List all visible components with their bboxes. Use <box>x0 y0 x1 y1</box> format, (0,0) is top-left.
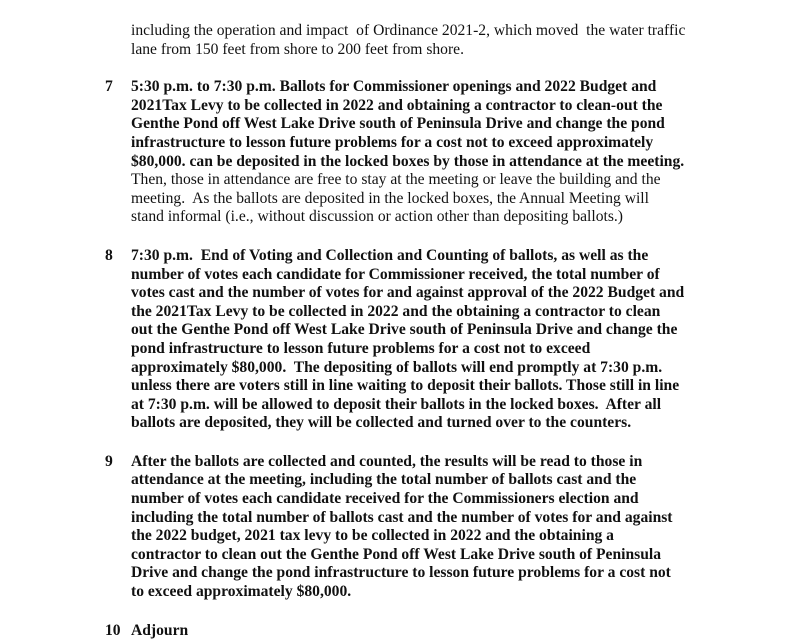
text-line: including the total number of ballots cast and the number of votes for and against <box>131 508 673 526</box>
document-content <box>105 22 745 640</box>
text-line: ballots are deposited, they will be collected and turned over to the counters. <box>131 414 632 432</box>
text-line: the 2022 budget, 2021 tax levy to be collected in 2022 and the obtaining a <box>131 527 614 545</box>
text-line: 2021Tax Levy to be collected in 2022 and obtaining a contractor to clean-out the <box>131 96 663 114</box>
text-line: Drive and change the pond infrastructure to lesson future problems for a cost not <box>131 564 671 582</box>
text-line: to exceed approximately $80,000. <box>131 583 352 601</box>
text-line: votes cast and the number of votes for and against approval of the 2022 Budget and <box>131 284 685 302</box>
item-number: 9 <box>105 452 113 470</box>
intro-paragraph <box>131 22 745 59</box>
agenda-item-9 <box>105 453 745 602</box>
bold-text-segment <box>131 622 745 641</box>
agenda-item-7 <box>105 78 745 227</box>
bold-text-segment <box>131 78 745 171</box>
text-line: pond infrastructure to lesson future problems for a cost not to exceed <box>131 339 591 357</box>
text-line: Adjourn <box>131 621 189 639</box>
text-line: $80,000. can be deposited in the locked boxes by those in attendance at the meeting. <box>131 152 685 170</box>
text-line: Then, those in attendance are free to stay at the meeting or leave the building and the <box>131 171 661 189</box>
regular-text-segment <box>131 171 745 227</box>
item-number: 10 <box>105 621 121 639</box>
text-line: infrastructure to lesson future problems for a cost not to exceed approximately <box>131 133 654 151</box>
text-line: 5:30 p.m. to 7:30 p.m. Ballots for Commissioner openings and 2022 Budget and <box>131 78 657 96</box>
item-number: 7 <box>105 78 113 96</box>
text-line: number of votes each candidate for Commissioner received, the total number of <box>131 265 660 283</box>
text-line: 7:30 p.m. End of Voting and Collection and Counting of ballots, as well as the <box>131 246 649 264</box>
item-body <box>131 247 745 433</box>
item-number: 8 <box>105 246 113 264</box>
text-line: including the operation and impact of Ordinance 2021-2, which moved the water traffic <box>131 22 686 39</box>
text-line: out the Genthe Pond off West Lake Drive south of Peninsula Drive and change the <box>131 321 678 339</box>
item-body <box>131 453 745 602</box>
text-line: the 2021Tax Levy to be collected in 2022 and the obtaining a contractor to clean <box>131 302 661 320</box>
text-line: approximately $80,000. The depositing of ballots will end promptly at 7:30 p.m. <box>131 358 663 376</box>
text-line: contractor to clean out the Genthe Pond off West Lake Drive south of Peninsula <box>131 545 662 563</box>
text-line: Genthe Pond off West Lake Drive south of Peninsula Drive and change the pond <box>131 115 665 133</box>
text-line: meeting. As the ballots are deposited in the locked boxes, the Annual Meeting will <box>131 189 649 207</box>
text-line: at 7:30 p.m. will be allowed to deposit their ballots in the locked boxes. After all <box>131 395 662 413</box>
agenda-item-10 <box>105 622 745 641</box>
text-line: stand informal (i.e., without discussion or action other than depositing ballots.) <box>131 208 623 226</box>
text-line: number of votes each candidate received for the Commissioners election and <box>131 490 639 508</box>
item-body <box>131 622 745 641</box>
text-line: attendance at the meeting, including the total number of ballots cast and the <box>131 471 637 489</box>
agenda-item-8 <box>105 247 745 433</box>
text-line: After the ballots are collected and counted, the results will be read to those in <box>131 452 643 470</box>
item-body <box>131 78 745 227</box>
agenda-list <box>105 78 745 640</box>
text-line: unless there are voters still in line waiting to deposit their ballots. Those still in line <box>131 377 680 395</box>
bold-text-segment <box>131 453 745 602</box>
text-line: lane from 150 feet from shore to 200 feet from shore. <box>131 40 464 58</box>
bold-text-segment <box>131 247 745 433</box>
